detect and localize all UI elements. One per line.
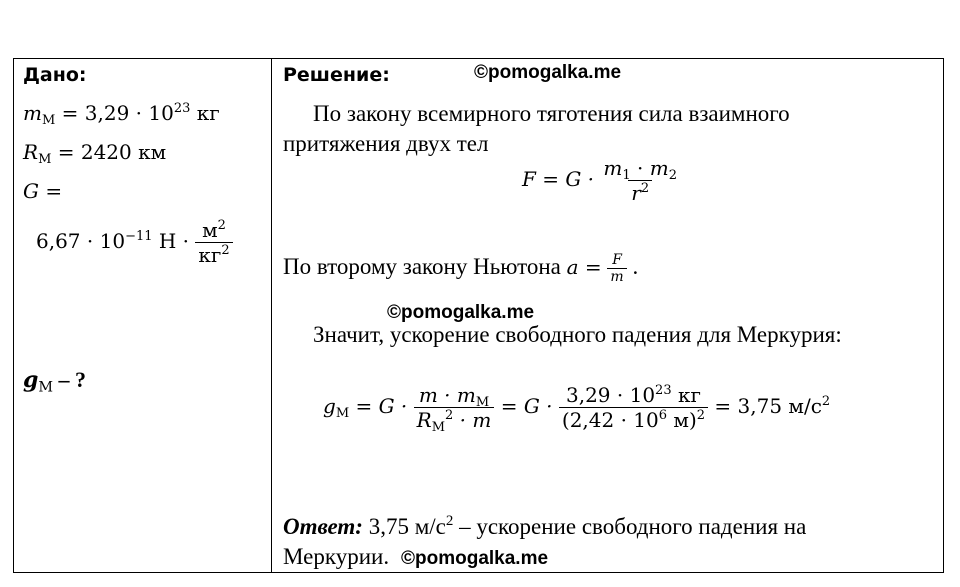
given-find: $g_М$ – ? xyxy=(23,367,87,396)
watermark-bottom: ©pomogalka.me xyxy=(401,548,549,569)
answer-line1: Ответ: 3,75 $м/с^2$ – ускорение свободного падения на xyxy=(283,513,807,539)
solution-p2: По второму закону Ньютона a = $\frac{F}{m}$ . xyxy=(283,252,639,285)
given-mass: $m_М = 3,29 \cdot 10^{23}$ кг xyxy=(23,101,220,128)
solution-heading: Решение: xyxy=(283,64,390,86)
newton-fraction: $\frac{F}{m}$ xyxy=(607,252,626,285)
answer-line2: Меркурии. xyxy=(283,544,390,569)
solution-p1-line1: По закону всемирного тяготения сила взаимного xyxy=(313,101,790,126)
given-g-const-label: G = xyxy=(23,179,63,203)
unit-fraction: $\frac{м^2}{кг^2}$ xyxy=(195,218,232,267)
given-g-const-value: $6,67 \cdot 10^{-11}$ Н · $\frac{м^2}{кг^2}$ xyxy=(36,218,233,267)
watermark-middle: ©pomogalka.me xyxy=(387,302,535,323)
solution-p3: Значит, ускорение свободного падения для Меркурия: xyxy=(313,322,842,347)
column-divider xyxy=(271,59,272,572)
formula-gravity-fraction: $\frac{m_1 \cdot m_2}{r^2}$ xyxy=(603,156,677,205)
formula-mercury-fraction-2: $\frac{3,29 \cdot 10^{23} кг}{(2,42 \cdot 10^6 м)^2}$ xyxy=(559,383,708,432)
watermark-top: ©pomogalka.me xyxy=(474,62,622,83)
formula-mercury: $g_М = G$ · $\frac{m \cdot m_М}{R_М^2 \cdot m}$ = G · $\frac{3,29 \cdot 10^{23} кг}{(2,42 \cdot 10^6 м)^2}$ = 3,75 $м/с^2$ xyxy=(323,383,831,435)
formula-mercury-fraction-1: $\frac{m \cdot m_М}{R_М^2 \cdot m}$ xyxy=(414,383,495,432)
solution-p1-line2: притяжения двух тел xyxy=(283,131,489,156)
given-radius: $R_М = 2420$ км xyxy=(23,140,167,167)
given-heading: Дано: xyxy=(23,64,87,86)
formula-gravity: F = G · $\frac{m_1 \cdot m_2}{r^2}$ xyxy=(522,156,680,205)
